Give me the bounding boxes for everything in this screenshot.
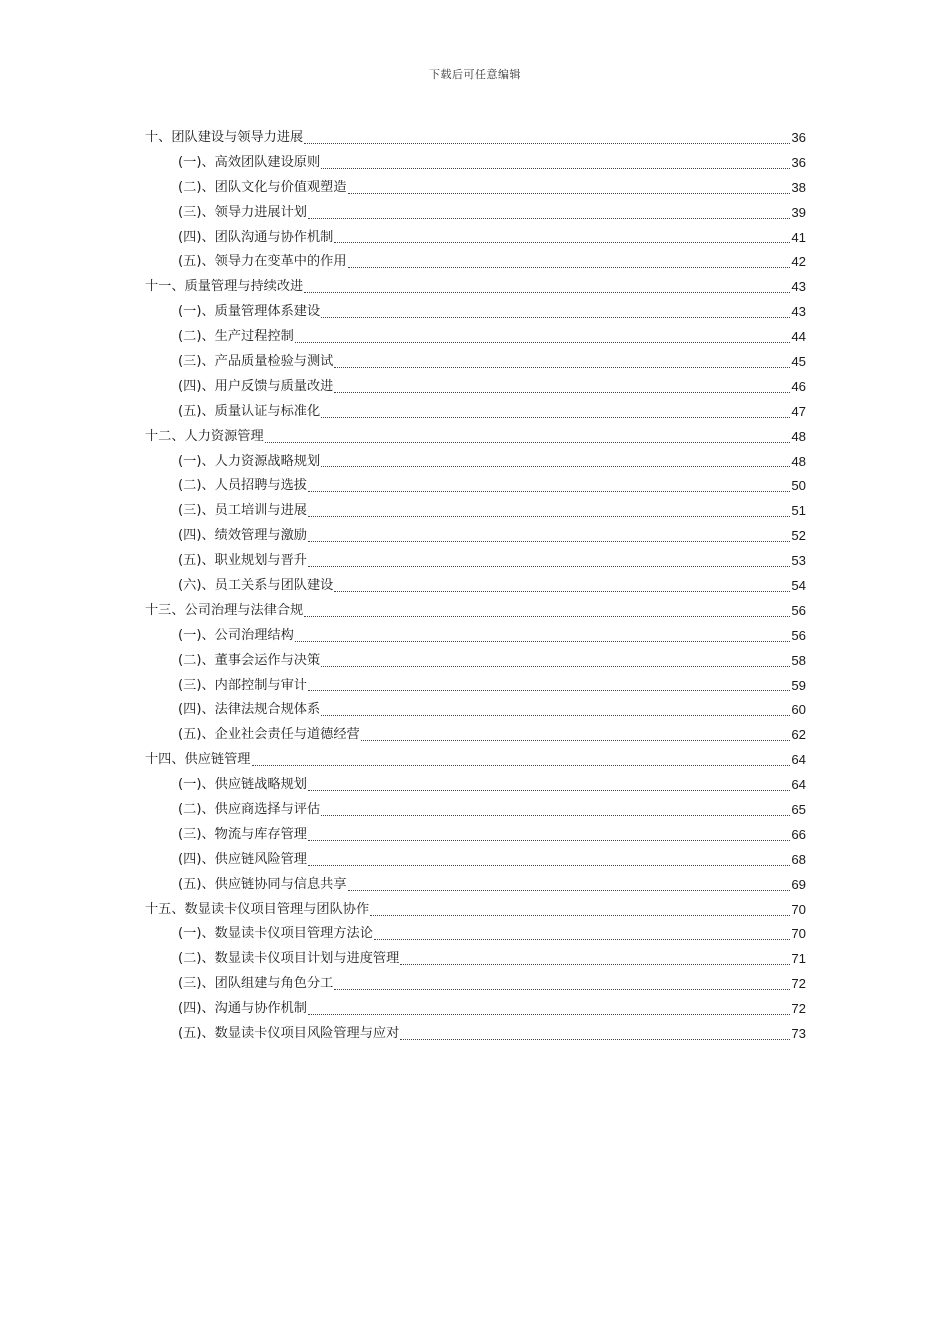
toc-page-number: 65 [791, 802, 806, 818]
toc-entry-title: 十三、公司治理与法律合规 [145, 602, 304, 618]
toc-section-entry[interactable] [145, 823, 806, 848]
toc-page-number: 45 [791, 354, 806, 369]
toc-entry-title: (二)、生产过程控制 [178, 329, 294, 345]
toc-entry-title: (一)、高效团队建设原则 [178, 154, 321, 170]
toc-page-number: 51 [791, 503, 806, 519]
toc-dot-leader [334, 392, 790, 393]
toc-section-entry[interactable] [145, 226, 806, 251]
toc-entry-title: (二)、数显读卡仪项目计划与进度管理 [178, 951, 400, 967]
toc-page-number: 39 [791, 204, 806, 220]
toc-dot-leader [361, 740, 791, 741]
toc-section-entry[interactable] [145, 450, 806, 475]
toc-section-entry[interactable] [145, 649, 806, 674]
toc-section-entry[interactable] [145, 400, 806, 425]
toc-entry-title: 十四、供应链管理 [145, 752, 251, 768]
toc-section-entry[interactable] [145, 798, 806, 823]
toc-dot-leader [308, 566, 790, 567]
toc-dot-leader [308, 790, 790, 791]
toc-section-entry[interactable] [145, 250, 806, 275]
toc-entry-title: (二)、供应商选择与评估 [178, 802, 321, 818]
toc-page-number: 69 [791, 876, 806, 892]
toc-entry-title: (三)、产品质量检验与测试 [178, 354, 334, 369]
toc-section-entry[interactable] [145, 151, 806, 176]
toc-section-entry[interactable] [145, 300, 806, 325]
toc-dot-leader [304, 616, 790, 617]
toc-section-entry[interactable] [145, 524, 806, 549]
toc-dot-leader [304, 292, 790, 293]
toc-entry-title: (五)、数显读卡仪项目风险管理与应对 [178, 1026, 400, 1042]
toc-entry-title: (三)、团队组建与角色分工 [178, 976, 334, 992]
toc-entry-title: (一)、质量管理体系建设 [178, 304, 321, 320]
toc-entry-title: 十、团队建设与领导力进展 [145, 129, 304, 145]
toc-chapter-entry[interactable] [145, 126, 806, 151]
toc-dot-leader [308, 1014, 790, 1015]
toc-entry-title: (一)、供应链战略规划 [178, 777, 307, 793]
toc-section-entry[interactable] [145, 947, 806, 972]
toc-page-number: 70 [791, 926, 806, 942]
toc-page-number: 72 [791, 976, 806, 992]
toc-section-entry[interactable] [145, 773, 806, 798]
toc-dot-leader [334, 242, 790, 243]
toc-section-entry[interactable] [145, 873, 806, 898]
toc-dot-leader [308, 516, 790, 517]
toc-entry-title: 十一、质量管理与持续改进 [145, 279, 304, 295]
toc-dot-leader [400, 964, 790, 965]
toc-entry-title: (三)、领导力进展计划 [178, 204, 307, 220]
toc-section-entry[interactable] [145, 923, 806, 948]
toc-entry-title: (四)、法律法规合规体系 [178, 702, 321, 718]
toc-entry-title: (六)、员工关系与团队建设 [178, 578, 334, 594]
toc-chapter-entry[interactable] [145, 599, 806, 624]
toc-page-number: 62 [791, 727, 806, 743]
toc-page-number: 64 [791, 777, 806, 793]
toc-entry-title: (二)、团队文化与价值观塑造 [178, 179, 347, 195]
toc-entry-title: (五)、职业规划与晋升 [178, 553, 307, 569]
toc-page-number: 56 [791, 602, 806, 618]
toc-entry-title: (三)、员工培训与进展 [178, 503, 307, 519]
table-of-contents [145, 126, 806, 1047]
toc-page-number: 73 [791, 1026, 806, 1042]
toc-dot-leader [348, 267, 791, 268]
toc-entry-title: (四)、供应链风险管理 [178, 851, 307, 867]
toc-dot-leader [321, 168, 790, 169]
toc-dot-leader [295, 641, 791, 642]
toc-entry-title: (三)、内部控制与审计 [178, 677, 307, 693]
page-header: 下载后可任意编辑 [429, 68, 521, 81]
toc-section-entry[interactable] [145, 499, 806, 524]
toc-section-entry[interactable] [145, 698, 806, 723]
toc-page-number: 60 [791, 702, 806, 718]
toc-page-number: 50 [791, 478, 806, 494]
toc-page-number: 48 [791, 428, 806, 444]
toc-section-entry[interactable] [145, 1022, 806, 1047]
toc-chapter-entry[interactable] [145, 748, 806, 773]
toc-dot-leader [308, 218, 790, 219]
toc-entry-title: (四)、绩效管理与激励 [178, 528, 307, 544]
toc-entry-title: (一)、数显读卡仪项目管理方法论 [178, 926, 373, 942]
toc-dot-leader [370, 915, 790, 916]
toc-dot-leader [348, 890, 791, 891]
toc-page-number: 36 [791, 154, 806, 170]
toc-section-entry[interactable] [145, 474, 806, 499]
toc-dot-leader [321, 317, 790, 318]
toc-entry-title: (四)、用户反馈与质量改进 [178, 378, 334, 394]
toc-section-entry[interactable] [145, 848, 806, 873]
toc-page-number: 71 [791, 951, 806, 967]
toc-section-entry[interactable] [145, 972, 806, 997]
toc-page-number: 44 [791, 329, 806, 345]
toc-dot-leader [295, 342, 791, 343]
toc-entry-title: (四)、沟通与协作机制 [178, 1001, 307, 1017]
toc-dot-leader [252, 765, 791, 766]
toc-page-number: 43 [791, 279, 806, 295]
toc-entry-title: (五)、企业社会责任与道德经营 [178, 727, 360, 743]
toc-entry-title: 十五、数显读卡仪项目管理与团队协作 [145, 901, 370, 917]
toc-dot-leader [308, 541, 790, 542]
toc-entry-title: (五)、供应链协同与信息共享 [178, 876, 347, 892]
toc-section-entry[interactable] [145, 375, 806, 400]
toc-entry-title: (二)、董事会运作与决策 [178, 652, 321, 668]
toc-page-number: 59 [791, 677, 806, 693]
toc-entry-title: (三)、物流与库存管理 [178, 826, 307, 842]
toc-chapter-entry[interactable] [145, 898, 806, 923]
toc-entry-title: 十二、人力资源管理 [145, 428, 264, 444]
toc-dot-leader [308, 491, 790, 492]
toc-dot-leader [348, 193, 791, 194]
toc-dot-leader [308, 840, 790, 841]
toc-page-number: 56 [791, 627, 806, 643]
toc-page-number: 53 [791, 553, 806, 569]
toc-page-number: 52 [791, 528, 806, 544]
toc-page-number: 70 [791, 901, 806, 917]
toc-page-number: 38 [791, 179, 806, 195]
toc-entry-title: (五)、领导力在变革中的作用 [178, 254, 347, 270]
toc-page-number: 43 [791, 304, 806, 320]
toc-section-entry[interactable] [145, 723, 806, 748]
toc-section-entry[interactable] [145, 350, 806, 375]
toc-page-number: 58 [791, 652, 806, 668]
toc-entry-title: (四)、团队沟通与协作机制 [178, 229, 334, 245]
toc-page-number: 68 [791, 851, 806, 867]
toc-dot-leader [308, 690, 790, 691]
toc-section-entry[interactable] [145, 997, 806, 1022]
toc-dot-leader [334, 989, 790, 990]
toc-dot-leader [334, 367, 790, 368]
toc-dot-leader [374, 939, 790, 940]
toc-page-number: 42 [791, 254, 806, 270]
toc-page-number: 41 [791, 229, 806, 245]
toc-dot-leader [304, 143, 790, 144]
toc-section-entry[interactable] [145, 176, 806, 201]
toc-chapter-entry[interactable] [145, 425, 806, 450]
toc-dot-leader [321, 815, 790, 816]
toc-section-entry[interactable] [145, 624, 806, 649]
toc-entry-title: (五)、质量认证与标准化 [178, 403, 321, 419]
toc-dot-leader [265, 442, 791, 443]
toc-page-number: 48 [791, 453, 806, 469]
toc-dot-leader [400, 1039, 790, 1040]
toc-chapter-entry[interactable] [145, 275, 806, 300]
toc-page-number: 54 [791, 578, 806, 594]
toc-dot-leader [321, 417, 790, 418]
toc-entry-title: (一)、人力资源战略规划 [178, 453, 321, 469]
toc-section-entry[interactable] [145, 325, 806, 350]
toc-section-entry[interactable] [145, 574, 806, 599]
toc-dot-leader [321, 666, 790, 667]
toc-section-entry[interactable] [145, 674, 806, 699]
toc-page-number: 66 [791, 826, 806, 842]
toc-page-number: 46 [791, 378, 806, 394]
toc-dot-leader [321, 715, 790, 716]
toc-entry-title: (一)、公司治理结构 [178, 627, 294, 643]
toc-page-number: 47 [791, 403, 806, 419]
toc-page-number: 72 [791, 1001, 806, 1017]
toc-dot-leader [334, 591, 790, 592]
toc-entry-title: (二)、人员招聘与选拔 [178, 478, 307, 494]
toc-dot-leader [308, 865, 790, 866]
toc-section-entry[interactable] [145, 201, 806, 226]
toc-page-number: 36 [791, 129, 806, 145]
toc-dot-leader [321, 466, 790, 467]
toc-section-entry[interactable] [145, 549, 806, 574]
toc-page-number: 64 [791, 752, 806, 768]
